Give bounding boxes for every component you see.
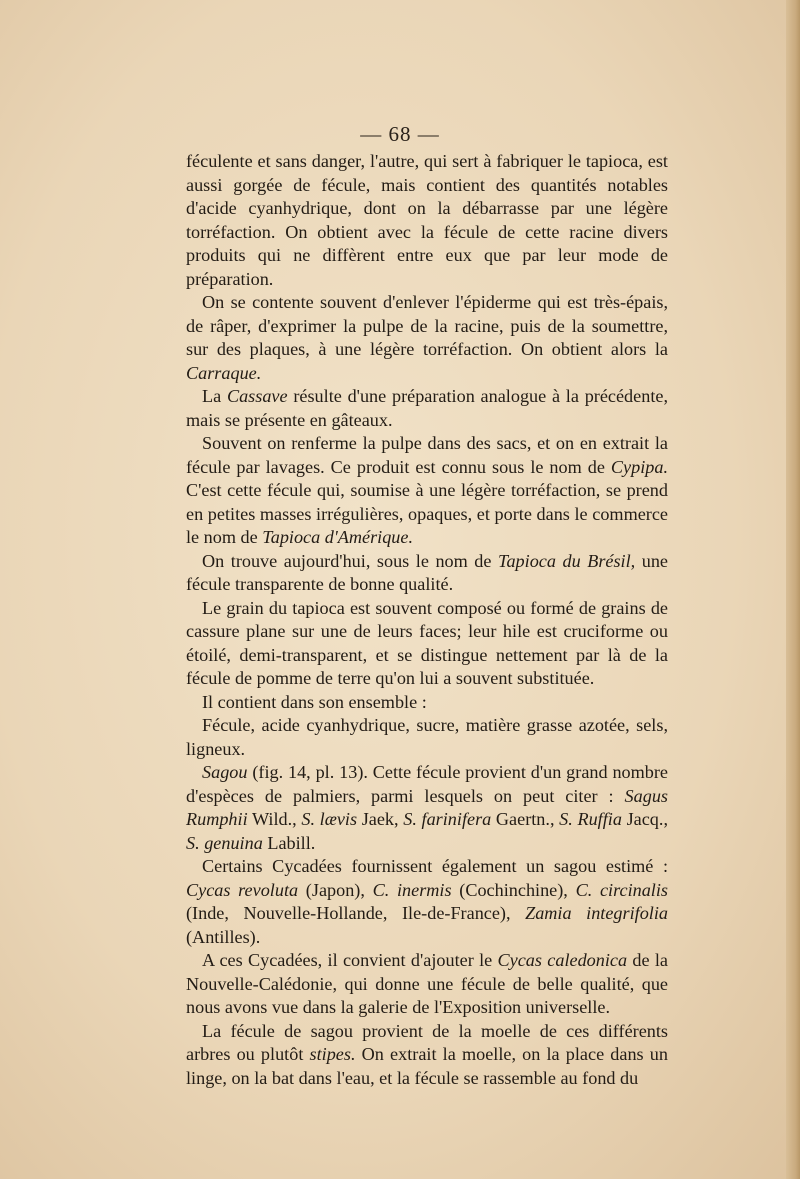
species-name: Zamia integrifolia	[525, 903, 668, 923]
species-name: C. circinalis	[575, 879, 668, 900]
text-span: La	[202, 386, 227, 406]
paragraph-11	[186, 949, 668, 1020]
text-span: A ces Cycadées, il convient d'ajouter le	[202, 950, 498, 970]
text-span: Labill.	[262, 832, 316, 853]
paragraph-5	[186, 550, 668, 597]
paragraph-9	[186, 761, 668, 855]
text-span: Gaertn.,	[491, 809, 560, 829]
text-span: On extrait la moelle, on la place dans un linge, on la bat dans l'eau, et la fécule se rassemble au fond du	[186, 1044, 668, 1088]
text-span: résulte d'une préparation analogue à la précédente, mais se présente en gâteaux.	[186, 386, 668, 430]
text-span: Certains Cycadées fournissent également un sagou estimé :	[202, 856, 668, 876]
text-span: Souvent on renferme la pulpe dans des sacs, et on en extrait la fécule par lavages. Ce produit est connu sous le nom de	[186, 433, 668, 477]
text-span: On se contente souvent d'enlever l'épiderme qui est très-épais, de râper, d'exprimer la pulpe de la racine, puis de la soumettre, sur des plaques, à une légère torréfaction. On obtient alors la	[186, 292, 668, 359]
body-text	[186, 150, 668, 1090]
italic-term: Sagou	[202, 762, 248, 782]
page-edge	[786, 0, 800, 1179]
italic-term: Cypipa.	[610, 456, 668, 477]
species-name: C. inermis	[372, 879, 452, 900]
paragraph-8: Fécule, acide cyanhydrique, sucre, matière grasse azotée, sels, ligneux.	[186, 715, 668, 759]
species-name: Cycas revoluta	[186, 879, 299, 900]
text-span: de la Nouvelle-Calédonie, qui donne une fécule de belle qualité, que nous avons vue dans la galerie de l'Exposition universelle.	[186, 950, 668, 1017]
text-span: (Cochinchine),	[451, 879, 576, 900]
text-span: (Japon),	[298, 879, 373, 900]
paragraph-2	[186, 291, 668, 385]
text-span: une fécule transparente de bonne qualité.	[186, 550, 668, 594]
paragraph-6: Le grain du tapioca est souvent composé ou formé de grains de cassure plane sur une de leurs faces; leur hile est cruciforme ou étoilé, demi-transparent, et se distingue nettement par là de la fécule de pomme de terre qu'on lui a souvent substituée.	[186, 597, 668, 688]
species-name: S. lævis	[301, 809, 358, 829]
paragraph-12	[186, 1020, 668, 1091]
text-span: Wild.,	[247, 809, 302, 829]
paragraph-10	[186, 855, 668, 949]
species-name: S. farinifera	[403, 809, 492, 829]
page-number: — 68 —	[360, 122, 440, 146]
italic-term: stipes.	[309, 1044, 356, 1064]
italic-term: Carraque.	[186, 362, 262, 383]
paragraph-3	[186, 385, 668, 432]
text-span: Jacq.,	[621, 809, 668, 829]
italic-term: Cassave	[226, 386, 288, 406]
italic-term: Tapioca du Brésil,	[498, 550, 636, 571]
text-span: C'est cette fécule qui, soumise à une légère torréfaction, se prend en petites masses irrégulières, opaques, et porte dans le commerce le nom de	[186, 480, 668, 547]
text-span: On trouve aujourd'hui, sous le nom de	[202, 550, 499, 571]
text-span: La fécule de sagou provient de la moelle de ces différents arbres ou plutôt	[186, 1020, 668, 1064]
paragraph-4	[186, 432, 668, 550]
species-name: S. genuina	[186, 832, 263, 853]
species-name: S. Ruffia	[559, 809, 622, 829]
species-name: Cycas caledonica	[497, 950, 628, 970]
text-span: Jaek,	[357, 809, 404, 829]
text-span: (Antilles).	[186, 926, 261, 947]
text-span: (Inde, Nouvelle-Hollande, Ile-de-France),	[186, 903, 526, 923]
paragraph-7: Il contient dans son ensemble :	[202, 691, 427, 712]
text-span: (fig. 14, pl. 13). Cette fécule provient d'un grand nombre d'espèces de palmiers, parmi lesquels on peut citer :	[186, 762, 668, 806]
paragraph-1: féculente et sans danger, l'autre, qui sert à fabriquer le tapioca, est aussi gorgée de fécule, mais contient des quantités notables d'acide cyanhydrique, dont on la débarrasse par une légère torréfaction. On obtient avec la fécule de cette racine divers produits qui ne diffèrent entre eux que par leur mode de préparation.	[186, 151, 668, 289]
species-name: Sagus Rumphii	[186, 785, 668, 829]
italic-term: Tapioca d'Amérique.	[262, 527, 414, 547]
